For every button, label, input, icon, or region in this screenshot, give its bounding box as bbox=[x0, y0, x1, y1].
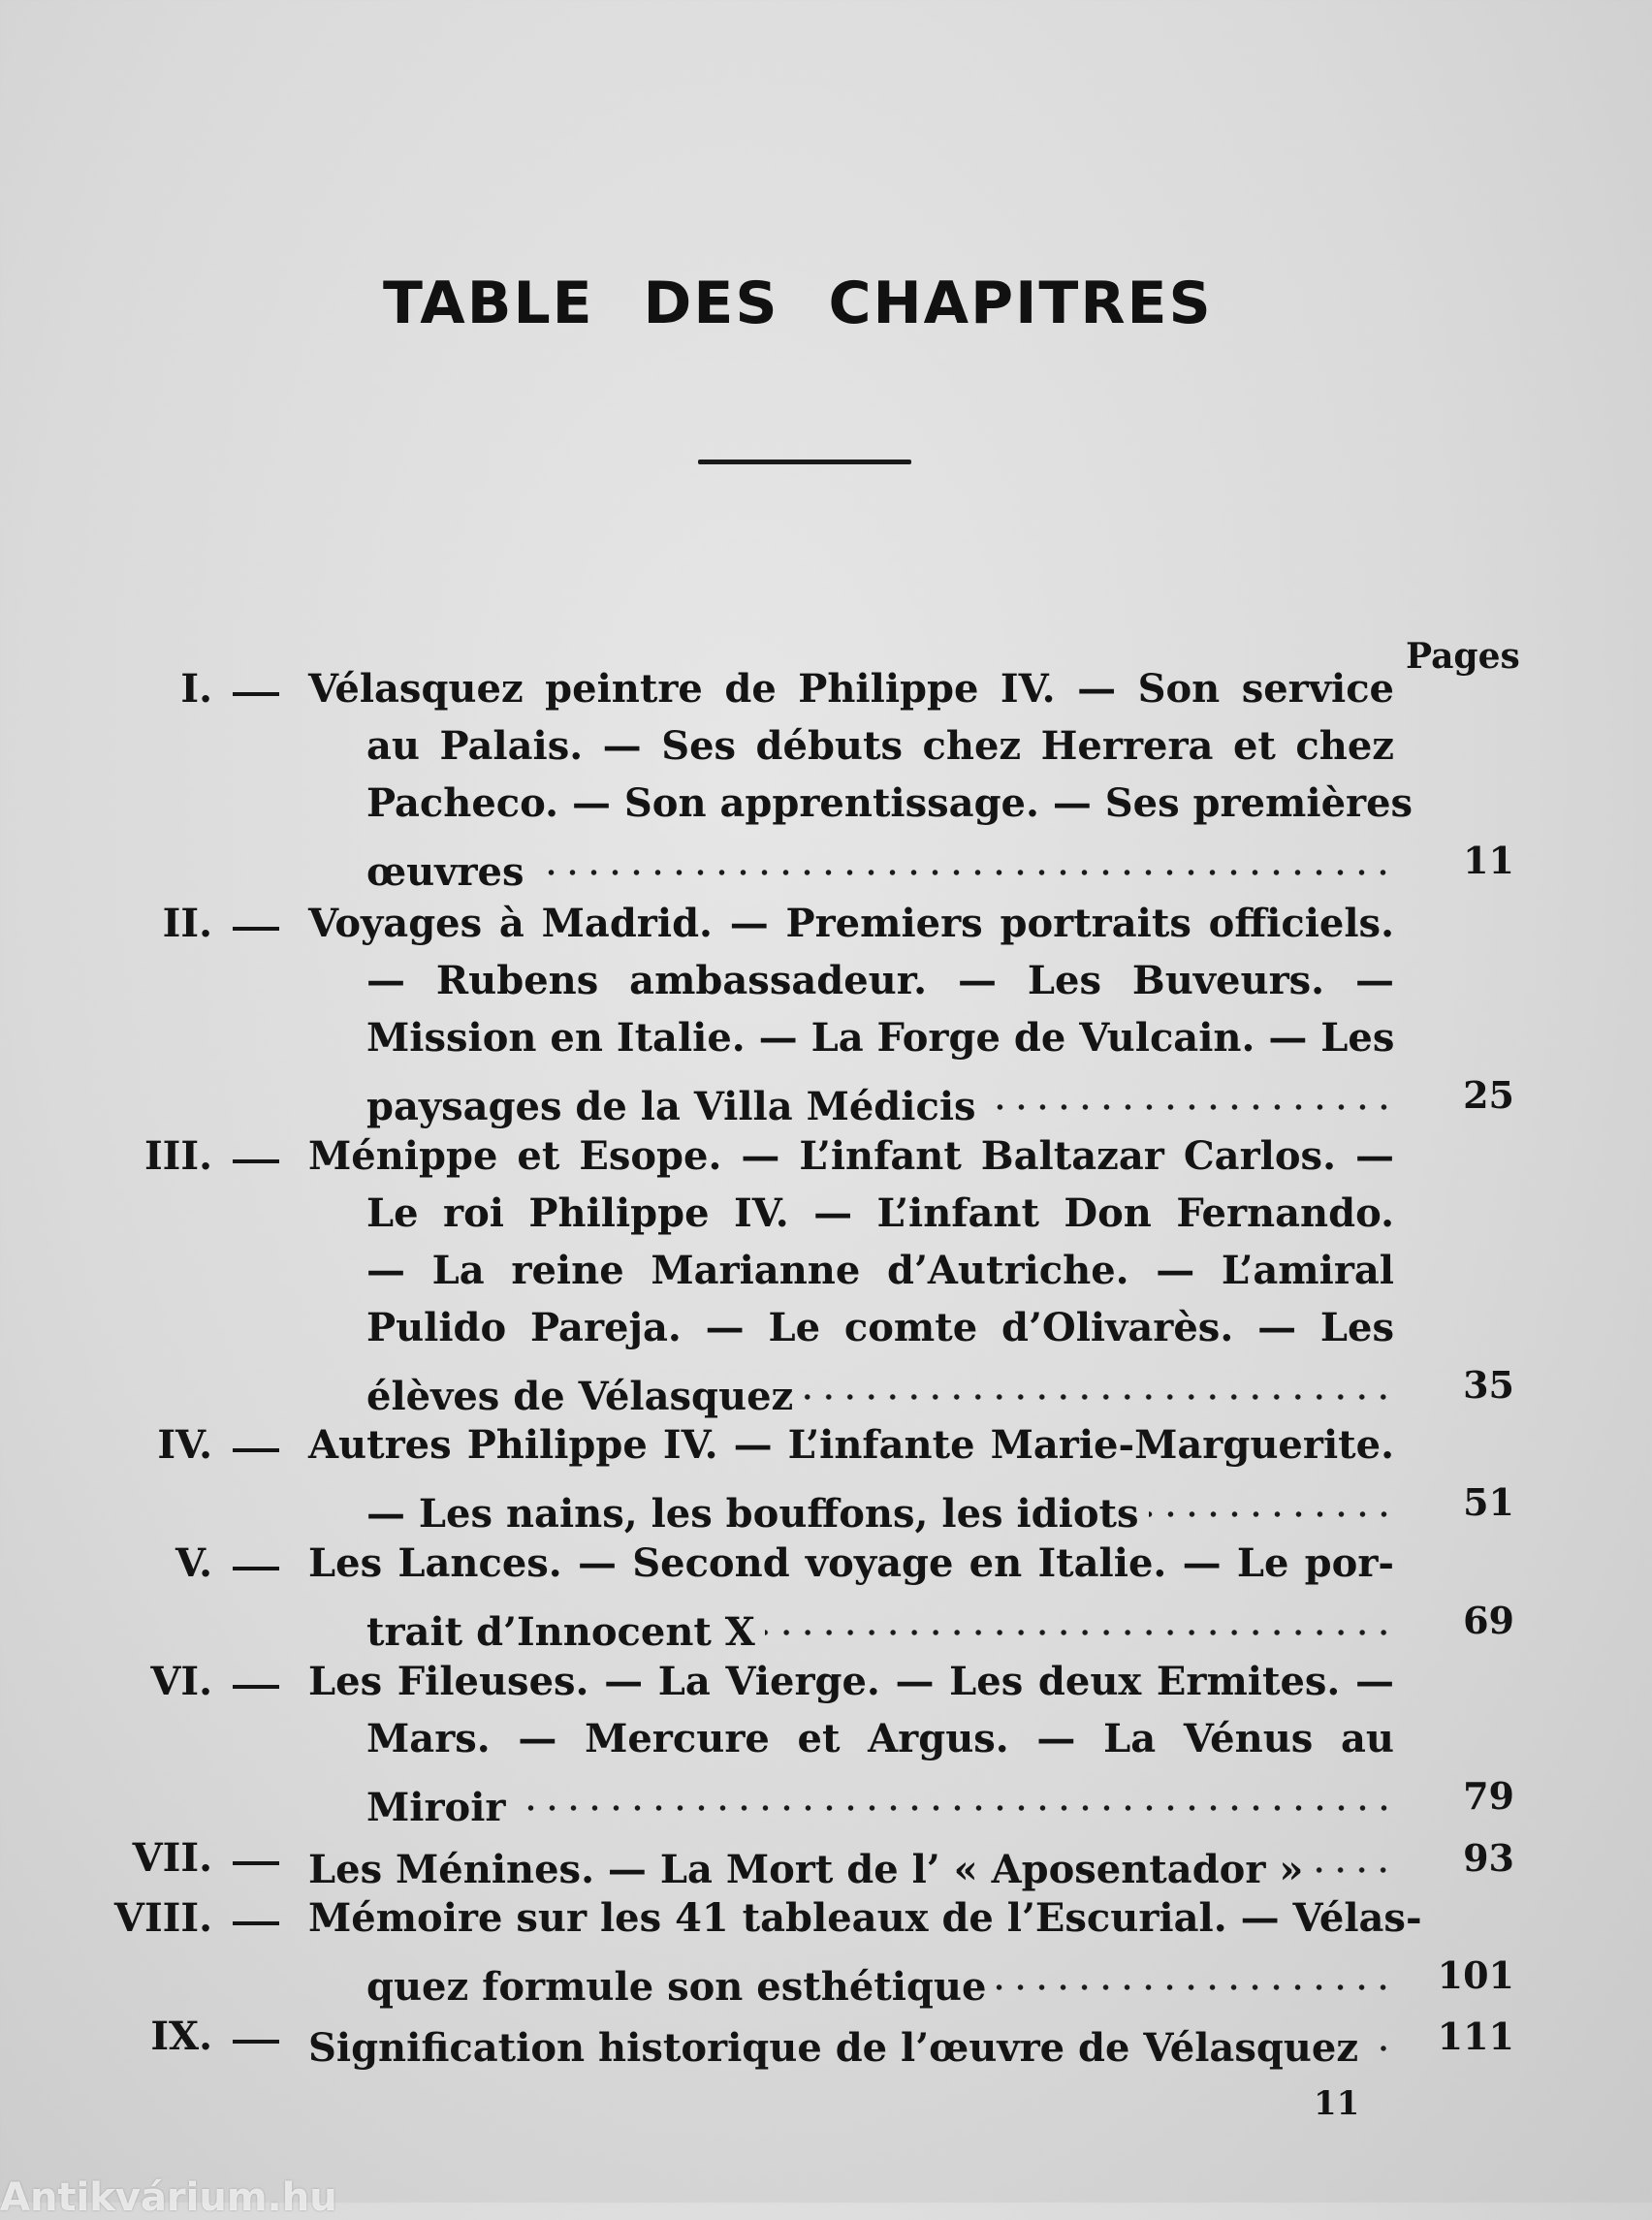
chapter-dash bbox=[233, 1567, 279, 1570]
chapter-line-text: Signification historique de l’œuvre de Vélasquez bbox=[308, 2025, 1359, 2071]
chapter-page-number: 51 bbox=[1463, 1480, 1514, 1524]
chapter-last-line bbox=[366, 1071, 1394, 1129]
watermark: Antikvárium.hu bbox=[0, 2175, 337, 2220]
chapter-numeral: III. bbox=[143, 1133, 212, 1179]
chapter-last-line bbox=[366, 1772, 1394, 1830]
dot-leader bbox=[533, 837, 1394, 885]
chapter-line: Voyages à Madrid. — Premiers portraits officiels. bbox=[308, 901, 1394, 946]
chapter-numeral: I. bbox=[180, 666, 212, 712]
dot-leader bbox=[1368, 2013, 1394, 2061]
chapter-dash bbox=[233, 2040, 279, 2044]
pages-column-header: Pages bbox=[1406, 636, 1520, 677]
dot-leader bbox=[986, 1071, 1394, 1120]
chapter-line: Pacheco. — Son apprentissage. — Ses premières bbox=[366, 780, 1414, 826]
chapter-line: Les Lances. — Second voyage en Italie. — Le por- bbox=[308, 1540, 1394, 1586]
page-number: 11 bbox=[1314, 2084, 1360, 2123]
chapter-last-line bbox=[366, 1478, 1394, 1537]
chapter-page-number: 101 bbox=[1437, 1953, 1514, 1997]
chapter-page-number: 69 bbox=[1463, 1599, 1514, 1642]
chapter-page-number: 93 bbox=[1463, 1836, 1514, 1880]
chapter-line: Pulido Pareja. — Le comte d’Olivarès. — Les bbox=[366, 1305, 1394, 1350]
chapter-last-line bbox=[308, 2013, 1394, 2071]
chapter-last-line bbox=[308, 1834, 1394, 1892]
chapter-line: Mission en Italie. — La Forge de Vulcain. — Les bbox=[366, 1015, 1395, 1061]
chapter-line-text: Les Ménines. — La Mort de l’ « Aposentador » bbox=[308, 1847, 1304, 1892]
chapter-line: Les Fileuses. — La Vierge. — Les deux Ermites. — bbox=[308, 1659, 1394, 1704]
chapter-page-number: 11 bbox=[1463, 839, 1514, 882]
chapter-line-text: œuvres bbox=[366, 849, 524, 895]
chapter-numeral: VIII. bbox=[113, 1895, 212, 1941]
chapter-numeral: II. bbox=[162, 901, 212, 946]
chapter-page-number: 111 bbox=[1437, 2014, 1514, 2058]
chapter-dash bbox=[233, 927, 279, 931]
chapter-page-number: 25 bbox=[1463, 1073, 1514, 1117]
chapter-dash bbox=[233, 1861, 279, 1865]
chapter-page-number: 35 bbox=[1463, 1363, 1514, 1407]
chapter-line-text: Miroir bbox=[366, 1785, 506, 1830]
chapter-dash bbox=[233, 1921, 279, 1925]
chapter-line-text: paysages de la Villa Médicis bbox=[366, 1084, 976, 1129]
title-rule bbox=[698, 460, 911, 464]
chapter-line: — La reine Marianne d’Autriche. — L’amiral bbox=[366, 1248, 1394, 1293]
chapter-numeral: IV. bbox=[157, 1422, 212, 1468]
chapter-line: Vélasquez peintre de Philippe IV. — Son service bbox=[308, 666, 1394, 712]
dot-leader bbox=[1313, 1834, 1394, 1883]
chapter-last-line bbox=[366, 1597, 1394, 1655]
chapter-last-line bbox=[366, 837, 1394, 895]
chapter-line-text: quez formule son esthétique bbox=[366, 1964, 987, 2010]
chapter-dash bbox=[233, 1448, 279, 1452]
dot-leader bbox=[803, 1361, 1394, 1410]
page-title: TABLE DES CHAPITRES bbox=[383, 270, 1213, 337]
chapter-line-text: trait d’Innocent X bbox=[366, 1609, 755, 1655]
dot-leader bbox=[765, 1597, 1394, 1645]
chapter-line: Le roi Philippe IV. — L’infant Don Fernando. bbox=[366, 1190, 1394, 1236]
chapter-line: Ménippe et Esope. — L’infant Baltazar Carlos. — bbox=[308, 1133, 1394, 1179]
chapter-page-number: 79 bbox=[1463, 1774, 1514, 1818]
chapter-dash bbox=[233, 1685, 279, 1689]
chapter-last-line bbox=[366, 1951, 1394, 2010]
chapter-line-text: élèves de Vélasquez bbox=[366, 1374, 794, 1419]
chapter-line: Mémoire sur les 41 tableaux de l’Escurial. — Vélas- bbox=[308, 1895, 1422, 1941]
chapter-line: au Palais. — Ses débuts chez Herrera et chez bbox=[366, 723, 1394, 769]
chapter-numeral: VI. bbox=[150, 1659, 212, 1704]
chapter-line: Autres Philippe IV. — L’infante Marie-Marguerite. bbox=[308, 1422, 1394, 1468]
chapter-numeral: V. bbox=[175, 1540, 212, 1586]
chapter-last-line bbox=[366, 1361, 1394, 1419]
chapter-numeral: VII. bbox=[132, 1835, 212, 1881]
dot-leader bbox=[1149, 1478, 1394, 1527]
chapter-numeral: IX. bbox=[150, 2014, 212, 2059]
dot-leader bbox=[516, 1772, 1395, 1821]
chapter-line: Mars. — Mercure et Argus. — La Vénus au bbox=[366, 1716, 1394, 1761]
chapter-dash bbox=[233, 692, 279, 696]
dot-leader bbox=[996, 1951, 1394, 2000]
chapter-dash bbox=[233, 1159, 279, 1163]
chapter-line: — Rubens ambassadeur. — Les Buveurs. — bbox=[366, 958, 1394, 1003]
chapter-line-text: — Les nains, les bouffons, les idiots bbox=[366, 1491, 1139, 1537]
